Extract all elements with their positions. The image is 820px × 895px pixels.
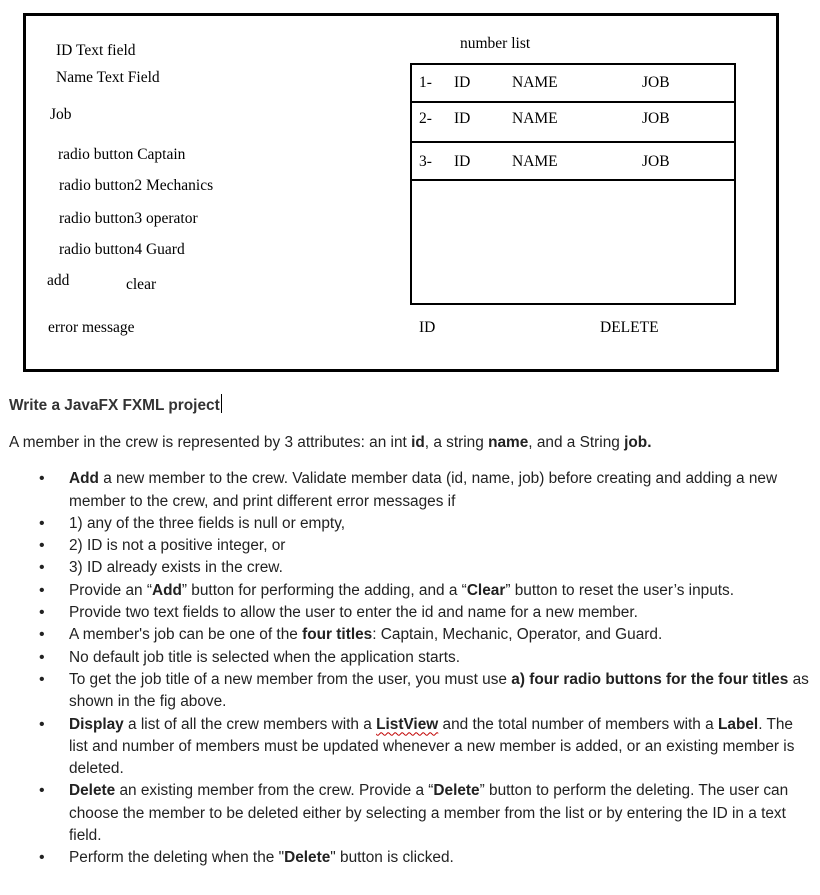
item-text: To get the job title of a new member from the user, you must use — [69, 670, 512, 688]
list-item — [9, 535, 809, 557]
list-row — [412, 103, 734, 143]
bottom-delete-label: DELETE — [600, 319, 659, 336]
radio-guard-label: radio button4 Guard — [59, 241, 185, 258]
intro-text: , and a String — [528, 434, 625, 451]
list-item — [9, 557, 809, 579]
intro-bold-name: name — [488, 434, 529, 451]
item-text: Perform the deleting when the " — [69, 849, 285, 867]
item-text: ” button for performing the adding, and a “ — [181, 581, 467, 599]
text-cursor — [221, 394, 222, 413]
row-id: ID — [454, 153, 471, 170]
member-list-box — [410, 63, 736, 305]
radio-captain-label: radio button Captain — [58, 146, 186, 163]
bottom-id-label: ID — [419, 319, 436, 336]
number-list-title: number list — [460, 35, 531, 52]
radio-operator-label: radio button3 operator — [59, 210, 198, 227]
bold-text: a) four radio buttons for the four titles — [511, 670, 789, 688]
item-text: as shown in the fig above. — [69, 670, 809, 711]
list-item — [9, 647, 809, 669]
radio-mechanics-label: radio button2 Mechanics — [59, 177, 214, 194]
item-text: ” button to reset the user’s inputs. — [505, 581, 735, 599]
list-row — [412, 65, 734, 103]
id-text-field-label: ID Text field — [56, 42, 136, 59]
item-text: No default job title is selected when the application starts. — [69, 648, 460, 666]
row-job: JOB — [642, 153, 670, 170]
item-text: " button is clicked. — [330, 849, 454, 867]
row-name: NAME — [512, 110, 558, 127]
intro-bold-job: job. — [624, 434, 652, 451]
row-id: ID — [454, 74, 471, 91]
ui-mockup-figure — [23, 13, 779, 372]
row-job: JOB — [642, 110, 670, 127]
list-row — [412, 143, 734, 181]
intro-text: , a string — [424, 434, 489, 451]
list-item — [9, 580, 809, 602]
list-item — [9, 847, 809, 869]
intro-bold-id: id — [411, 434, 425, 451]
item-text: a list of all the crew members with a — [123, 715, 377, 733]
list-item — [9, 468, 809, 513]
bold-text: Add — [151, 581, 182, 599]
assignment-text — [9, 394, 809, 870]
bold-text: Display — [69, 715, 124, 733]
item-text: 3) ID already exists in the crew. — [69, 559, 283, 577]
item-text: . The list and number of members must be updated whenever a new member is added, or an existing member is deleted. — [69, 715, 795, 778]
name-text-field-label: Name Text Field — [56, 69, 160, 86]
item-text: Provide an “ — [69, 581, 152, 599]
job-label: Job — [50, 106, 72, 123]
item-text: : Captain, Mechanic, Operator, and Guard. — [372, 626, 663, 644]
item-text: Provide two text fields to allow the user to enter the id and name for a new member. — [69, 604, 638, 622]
row-name: NAME — [512, 153, 558, 170]
item-text: an existing member from the crew. Provide a “ — [115, 782, 434, 800]
bold-text: ListView — [376, 715, 439, 733]
item-text: ” button to perform the deleting. The user can choose the member to be deleted either by selecting a member from the list or by entering the ID in a text field. — [69, 782, 789, 845]
list-item — [9, 602, 809, 624]
bold-text: Add — [69, 470, 99, 488]
row-number: 1- — [419, 74, 432, 91]
item-text: and the total number of members with a — [438, 715, 718, 733]
row-name: NAME — [512, 74, 558, 91]
heading-text: Write a JavaFX FXML project — [9, 397, 220, 414]
row-id: ID — [454, 110, 471, 127]
bold-text: Clear — [466, 581, 506, 599]
row-job: JOB — [642, 74, 670, 91]
bold-text: Delete — [284, 849, 331, 867]
intro-text: A member in the crew is represented by 3 attributes: an int — [9, 434, 412, 451]
bold-text: four titles — [302, 626, 373, 644]
bold-text: Delete — [69, 782, 116, 800]
list-item — [9, 714, 809, 781]
list-item — [9, 669, 809, 714]
bold-text: Delete — [433, 782, 480, 800]
requirements-list — [9, 468, 809, 869]
intro-paragraph — [9, 432, 809, 454]
doc-heading — [9, 394, 809, 418]
item-text: 2) ID is not a positive integer, or — [69, 537, 286, 555]
row-number: 3- — [419, 153, 432, 170]
add-label: add — [47, 272, 70, 289]
bold-text: Label — [717, 715, 759, 733]
error-message-label: error message — [48, 319, 135, 336]
row-number: 2- — [419, 110, 432, 127]
list-item — [9, 624, 809, 646]
item-text: 1) any of the three fields is null or empty, — [69, 514, 346, 532]
list-item — [9, 513, 809, 535]
list-item — [9, 780, 809, 847]
clear-label: clear — [126, 276, 157, 293]
item-text: a new member to the crew. Validate member data (id, name, job) before creating and adding a new member to the crew, and print different error messages if — [69, 470, 778, 510]
item-text: A member's job can be one of the — [69, 626, 303, 644]
